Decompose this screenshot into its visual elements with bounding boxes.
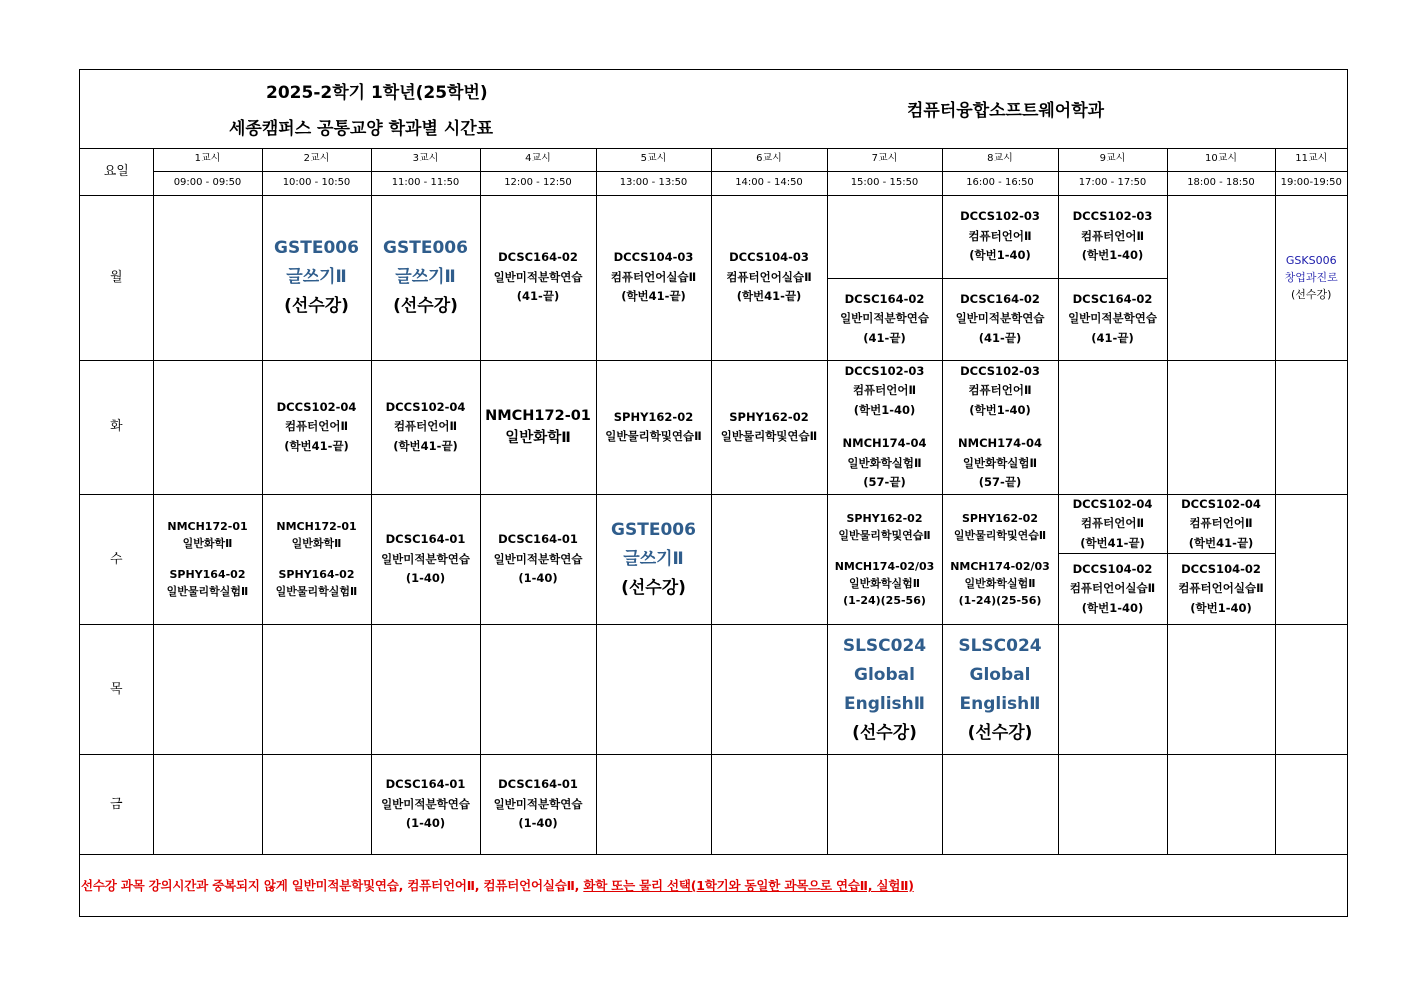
course-note: (57-끝) <box>978 475 1022 489</box>
course-code: NMCH172-01 <box>167 520 248 534</box>
course-note: (선수강) <box>621 577 686 598</box>
period-header: 8교시 <box>942 148 1058 171</box>
course-code: GSKS006 <box>1285 254 1337 267</box>
course-cell <box>262 195 371 360</box>
course-code: SPHY162-02 <box>613 409 694 424</box>
course-note: (1-40) <box>518 571 558 585</box>
course-cell <box>371 360 480 494</box>
course-code: DCSC164-02 <box>498 250 578 265</box>
course-cell <box>1058 494 1167 554</box>
day-label-tuesday: 화 <box>80 360 153 494</box>
period-time: 16:00 - 16:50 <box>942 171 1058 195</box>
empty-cell <box>827 755 942 855</box>
course-code: SLSC024 <box>842 635 927 656</box>
course-note: (41-끝) <box>1091 330 1134 345</box>
course-cell <box>827 278 942 360</box>
course-title: Global <box>854 664 915 685</box>
period-time: 14:00 - 14:50 <box>711 171 827 195</box>
empty-cell <box>1275 494 1347 625</box>
course-title: 컴퓨터언어Ⅱ <box>1080 228 1145 243</box>
course-title: 일반물리학및연습Ⅱ <box>605 429 702 443</box>
period-time: 12:00 - 12:50 <box>480 171 596 195</box>
course-title: 컴퓨터언어Ⅱ <box>1189 516 1253 530</box>
course-note: (학번41-끝) <box>393 438 458 453</box>
empty-cell <box>596 755 711 855</box>
period-header: 7교시 <box>827 148 942 171</box>
course-code: SPHY162-02 <box>729 409 809 424</box>
period-header: 3교시 <box>371 148 480 171</box>
course-cell <box>1058 554 1167 625</box>
course-cell <box>827 494 942 625</box>
period-header: 10교시 <box>1167 148 1275 171</box>
course-code: DCCS104-03 <box>613 250 694 265</box>
course-code: DCCS102-03 <box>844 363 925 378</box>
course-title: 글쓰기Ⅱ <box>286 267 347 287</box>
course-title: 컴퓨터언어Ⅱ <box>284 419 349 434</box>
course-cell <box>942 360 1058 494</box>
course-note: (학번1-40) <box>969 402 1031 417</box>
empty-cell <box>596 625 711 755</box>
course-title: Global <box>969 664 1031 685</box>
period-time: 17:00 - 17:50 <box>1058 171 1167 195</box>
period-time: 15:00 - 15:50 <box>827 171 942 195</box>
empty-cell <box>1167 195 1275 360</box>
course-code: DCCS102-04 <box>276 399 357 414</box>
course-title: 일반물리학및연습Ⅱ <box>953 528 1047 542</box>
footer-note-underlined: 화학 또는 물리 선택(1학기와 동일한 과목으로 연습Ⅱ, 실험Ⅱ) <box>583 878 914 893</box>
course-code: NMCH172-01 <box>276 520 357 534</box>
course-title: 일반미적분학연습 <box>840 311 929 326</box>
course-code: DCSC164-01 <box>385 777 466 792</box>
course-cell <box>596 494 711 625</box>
course-code: DCCS102-03 <box>1072 209 1153 224</box>
course-code: DCSC164-02 <box>844 291 925 306</box>
empty-cell <box>942 755 1058 855</box>
course-title: 일반미적분학연습 <box>493 796 583 811</box>
empty-cell <box>1167 360 1275 494</box>
course-code: NMCH172-01 <box>485 408 591 424</box>
period-time: 10:00 - 10:50 <box>262 171 371 195</box>
course-title: 글쓰기Ⅱ <box>395 267 456 287</box>
course-title: 컴퓨터언어Ⅱ <box>968 383 1032 397</box>
period-header: 5교시 <box>596 148 711 171</box>
footer-note-area <box>80 850 1347 916</box>
course-note: (학번1-40) <box>1081 248 1144 263</box>
course-note: (선수강) <box>393 296 458 316</box>
course-cell <box>1167 494 1275 554</box>
course-cell <box>827 360 942 494</box>
course-code: NMCH174-02/03 <box>950 559 1050 573</box>
course-title: EnglishⅡ <box>959 693 1041 714</box>
course-note: (41-끝) <box>863 330 906 345</box>
course-title: 일반물리학및연습Ⅱ <box>838 528 931 542</box>
course-code: NMCH174-04 <box>958 436 1042 450</box>
course-code: DCSC164-01 <box>385 532 466 546</box>
course-code: SLSC024 <box>958 635 1042 656</box>
course-note: (학번41-끝) <box>1188 535 1254 550</box>
course-note: (1-24)(25-56) <box>958 593 1042 607</box>
course-note: (학번1-40) <box>853 402 916 417</box>
course-title: 일반화학Ⅱ <box>182 537 233 551</box>
course-title: 일반화학실험Ⅱ <box>848 576 920 590</box>
course-note: (학번41-끝) <box>736 289 802 304</box>
timetable-header <box>80 70 1347 149</box>
course-code: SPHY162-02 <box>846 511 923 525</box>
course-note: (선수강) <box>284 296 349 316</box>
course-title: 일반물리학및연습Ⅱ <box>720 429 818 443</box>
timetable-sheet <box>79 69 1348 917</box>
course-code: DCCS102-03 <box>960 209 1040 224</box>
course-title: 일반미적분학연습 <box>493 551 583 566</box>
period-time: 09:00 - 09:50 <box>153 171 262 195</box>
semester-title: 2025-2학기 1학년(25학번) <box>266 83 488 103</box>
empty-cell <box>1275 360 1347 494</box>
period-time: 11:00 - 11:50 <box>371 171 480 195</box>
course-note: (1-40) <box>405 816 446 831</box>
course-cell <box>942 195 1058 278</box>
course-title: 글쓰기Ⅱ <box>623 548 684 569</box>
day-column-header: 요일 <box>80 148 153 195</box>
course-code: NMCH174-04 <box>842 436 927 450</box>
course-cell <box>480 195 596 360</box>
course-code: DCCS102-03 <box>960 363 1040 378</box>
empty-cell <box>153 195 262 360</box>
course-cell <box>942 278 1058 360</box>
course-title: 일반물리학실험Ⅱ <box>166 585 249 599</box>
course-title: 일반화학Ⅱ <box>505 430 571 446</box>
period-time: 18:00 - 18:50 <box>1167 171 1275 195</box>
course-title: 일반미적분학연습 <box>955 311 1045 326</box>
course-code: DCSC164-02 <box>1072 291 1153 306</box>
course-title: 창업과진로 <box>1284 271 1338 284</box>
empty-cell <box>153 360 262 494</box>
course-title: 컴퓨터언어실습Ⅱ <box>726 269 812 284</box>
period-header: 11교시 <box>1275 148 1347 171</box>
course-cell <box>371 195 480 360</box>
course-title: 컴퓨터언어실습Ⅱ <box>1069 581 1156 596</box>
course-note: (학번41-끝) <box>1080 535 1145 550</box>
course-code: DCSC164-02 <box>960 291 1040 306</box>
course-note: (학번41-끝) <box>621 289 686 304</box>
course-code: SPHY164-02 <box>169 568 246 582</box>
course-note: (선수강) <box>852 722 917 743</box>
course-cell <box>153 494 262 625</box>
empty-cell <box>153 625 262 755</box>
course-code: GSTE006 <box>383 238 468 258</box>
course-title: 일반화학실험Ⅱ <box>962 455 1038 470</box>
course-title: 컴퓨터언어Ⅱ <box>968 228 1032 243</box>
empty-cell <box>480 625 596 755</box>
course-note: (선수강) <box>967 722 1033 743</box>
course-title: 일반물리학실험Ⅱ <box>275 585 358 599</box>
day-label-thursday: 목 <box>80 625 153 755</box>
course-code: SPHY164-02 <box>278 568 355 582</box>
empty-cell <box>711 755 827 855</box>
footer-note <box>81 876 914 894</box>
course-note: (학번1-40) <box>969 248 1031 263</box>
course-title: 일반미적분학연습 <box>381 796 470 811</box>
course-note: (선수강) <box>1291 288 1332 301</box>
course-cell <box>1058 278 1167 360</box>
course-cell <box>596 195 711 360</box>
course-cell <box>942 625 1058 755</box>
course-cell <box>1167 554 1275 625</box>
course-title: 일반화학Ⅱ <box>291 537 342 551</box>
course-code: SPHY162-02 <box>962 511 1038 525</box>
course-cell <box>596 360 711 494</box>
course-title: 일반화학실험Ⅱ <box>847 455 922 470</box>
period-time: 19:00-19:50 <box>1275 171 1347 195</box>
course-cell <box>711 360 827 494</box>
course-title: 컴퓨터언어실습Ⅱ <box>1178 581 1264 596</box>
course-title: 컴퓨터언어실습Ⅱ <box>610 269 697 284</box>
empty-cell <box>1058 360 1167 494</box>
course-note: (학번1-40) <box>1190 600 1252 615</box>
course-code: DCCS102-04 <box>1072 496 1153 511</box>
course-code: GSTE006 <box>611 519 696 540</box>
course-cell <box>1275 195 1347 360</box>
course-code: DCCS104-03 <box>729 250 809 265</box>
course-code: DCSC164-01 <box>498 532 578 546</box>
course-note: (57-끝) <box>863 475 906 489</box>
period-header: 4교시 <box>480 148 596 171</box>
course-cell <box>371 494 480 625</box>
course-cell <box>480 755 596 855</box>
course-cell <box>1058 195 1167 278</box>
day-label-friday: 금 <box>80 755 153 855</box>
empty-cell <box>262 625 371 755</box>
course-code: DCCS102-04 <box>385 399 466 414</box>
empty-cell <box>262 755 371 855</box>
empty-cell <box>711 494 827 625</box>
course-code: GSTE006 <box>274 238 359 258</box>
empty-cell <box>1275 625 1347 755</box>
course-title: 일반화학실험Ⅱ <box>964 576 1036 590</box>
course-cell <box>711 195 827 360</box>
campus-title: 세종캠퍼스 공통교양 학과별 시간표 <box>229 119 494 139</box>
course-code: DCCS102-04 <box>1181 496 1261 511</box>
period-header: 9교시 <box>1058 148 1167 171</box>
empty-cell <box>1167 625 1275 755</box>
course-title: 컴퓨터언어Ⅱ <box>1080 516 1145 530</box>
course-cell <box>371 755 480 855</box>
course-cell <box>942 494 1058 625</box>
day-label-monday: 월 <box>80 195 153 360</box>
course-cell <box>262 360 371 494</box>
day-label-wednesday: 수 <box>80 494 153 625</box>
empty-cell <box>711 625 827 755</box>
course-title: 컴퓨터언어Ⅱ <box>393 419 458 434</box>
footer-note-text: 선수강 과목 강의시간과 중복되지 않게 일반미적분학및연습, 컴퓨터언어Ⅱ, 컴퓨터언어실습Ⅱ, <box>81 878 584 893</box>
course-note: (41-끝) <box>516 289 560 304</box>
course-note: (학번41-끝) <box>284 438 349 453</box>
course-note: (41-끝) <box>978 330 1022 345</box>
course-note: (1-40) <box>405 571 446 585</box>
period-header: 1교시 <box>153 148 262 171</box>
course-title: 일반미적분학연습 <box>1068 311 1157 326</box>
course-cell <box>480 494 596 625</box>
department-title: 컴퓨터융합소프트웨어학과 <box>907 101 1105 121</box>
empty-cell <box>1275 755 1347 855</box>
course-code: DCSC164-01 <box>498 777 578 792</box>
course-code: DCCS104-02 <box>1181 561 1261 576</box>
course-title: 일반미적분학연습 <box>493 269 583 284</box>
timetable-grid <box>80 148 1347 855</box>
course-cell <box>827 625 942 755</box>
period-header: 2교시 <box>262 148 371 171</box>
course-cell <box>262 494 371 625</box>
course-code: NMCH174-02/03 <box>834 559 935 573</box>
period-time: 13:00 - 13:50 <box>596 171 711 195</box>
course-cell <box>480 360 596 494</box>
course-note: (1-40) <box>518 816 558 831</box>
course-note: (1-24)(25-56) <box>843 593 926 607</box>
empty-cell <box>827 195 942 278</box>
empty-cell <box>1058 625 1167 755</box>
course-title: 일반미적분학연습 <box>381 551 470 566</box>
course-note: (학번1-40) <box>1081 600 1144 615</box>
empty-cell <box>153 755 262 855</box>
course-title: 컴퓨터언어Ⅱ <box>852 383 917 397</box>
empty-cell <box>371 625 480 755</box>
period-header: 6교시 <box>711 148 827 171</box>
empty-cell <box>1058 755 1167 855</box>
empty-cell <box>1167 755 1275 855</box>
course-title: EnglishⅡ <box>844 693 925 714</box>
course-code: DCCS104-02 <box>1072 561 1153 576</box>
